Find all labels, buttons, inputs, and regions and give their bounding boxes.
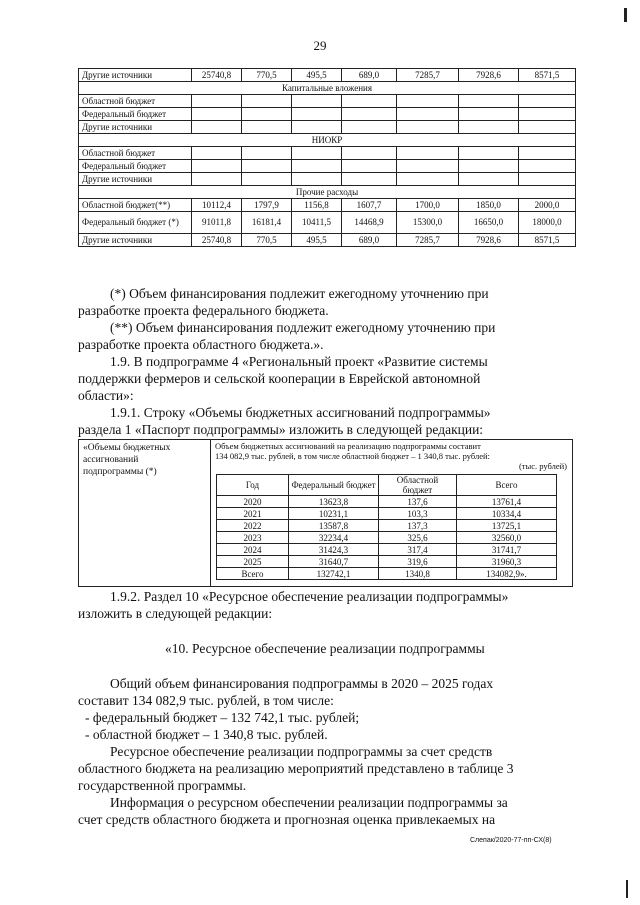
inner-header-cell: Всего <box>457 475 557 496</box>
budget-cell <box>292 95 342 108</box>
budget-cell: 495,5 <box>292 69 342 82</box>
budget-cell <box>459 147 519 160</box>
resource-line2: областного бюджета на реализацию мероприятий представлено в таблице 3 <box>78 761 514 776</box>
inner-row <box>217 568 557 580</box>
budget-cell <box>292 108 342 121</box>
budget-row-label: Другие источники <box>79 69 192 82</box>
budget-cell: 7285,7 <box>397 234 459 247</box>
budget-cell <box>459 95 519 108</box>
budget-cell <box>459 160 519 173</box>
inner-cell: 31424,3 <box>289 544 379 556</box>
budget-cell: 10112,4 <box>192 199 242 212</box>
budget-row <box>79 69 576 82</box>
inner-cell: 31640,7 <box>289 556 379 568</box>
inner-cell: 325,6 <box>379 532 457 544</box>
note-regional-line2: разработке проекта областного бюджета.». <box>78 337 324 352</box>
budget-section-title: Капитальные вложения <box>79 82 576 95</box>
inner-cell: 2025 <box>217 556 289 568</box>
inner-cell: 2024 <box>217 544 289 556</box>
inner-row <box>217 520 557 532</box>
page-number: 29 <box>313 38 327 53</box>
budget-cell <box>519 147 576 160</box>
budget-section-row <box>79 134 576 147</box>
budget-cell: 10411,5 <box>292 212 342 234</box>
budget-cell <box>459 121 519 134</box>
passport-label-line3: подпрограммы (*) <box>83 467 157 477</box>
budget-cell: 2000,0 <box>519 199 576 212</box>
budget-cell <box>459 173 519 186</box>
inner-cell: 319,6 <box>379 556 457 568</box>
inner-row <box>217 556 557 568</box>
budget-row-label: Другие источники <box>79 121 192 134</box>
budget-cell: 18000,0 <box>519 212 576 234</box>
budget-cell <box>397 95 459 108</box>
inner-cell: 137,3 <box>379 520 457 532</box>
budget-cell <box>192 95 242 108</box>
budget-cell <box>192 147 242 160</box>
para-1-9-2-line1: 1.9.2. Раздел 10 «Ресурсное обеспечение реализации подпрограммы» <box>110 589 509 604</box>
budget-cell: 7928,6 <box>459 234 519 247</box>
budget-row-label: Областной бюджет <box>79 95 192 108</box>
passport-label-line2: ассигнований <box>83 455 139 465</box>
budget-cell <box>342 147 397 160</box>
budget-cell: 689,0 <box>342 234 397 247</box>
budget-row-label: Другие источники <box>79 173 192 186</box>
budget-row <box>79 108 576 121</box>
note-federal-line1: (*) Объем финансирования подлежит ежегодному уточнению при <box>110 286 489 301</box>
budget-cell: 14468,9 <box>342 212 397 234</box>
total-line1: Общий объем финансирования подпрограммы в 2020 – 2025 годах <box>110 676 494 691</box>
scan-edge-mark-top <box>624 8 627 22</box>
budget-cell: 689,0 <box>342 69 397 82</box>
inner-cell: 32234,4 <box>289 532 379 544</box>
scan-edge-mark-bottom <box>626 880 628 898</box>
passport-unit: (тыс. рублей) <box>518 461 567 471</box>
passport-desc-line1: Объем бюджетных ассигнований на реализацию подпрограммы составит <box>215 441 481 451</box>
passport-label <box>83 442 170 478</box>
budget-cell <box>342 160 397 173</box>
inner-header-row <box>217 475 557 496</box>
info-line2: счет средств областного бюджета и прогнозная оценка привлекаемых на <box>78 812 496 827</box>
inner-header-cell: Областной бюджет <box>379 475 457 496</box>
budget-cell: 1607,7 <box>342 199 397 212</box>
passport-desc-line2: 134 082,9 тыс. рублей, в том числе областной бюджет – 1 340,8 тыс. рублей: <box>215 451 490 461</box>
budget-cell <box>519 160 576 173</box>
budget-row-label: Областной бюджет <box>79 147 192 160</box>
inner-cell: 2020 <box>217 496 289 508</box>
budget-cell <box>242 173 292 186</box>
para-1-9-1-line2: раздела 1 «Паспорт подпрограммы» изложить в следующей редакции: <box>78 422 484 437</box>
inner-cell: 13725,1 <box>457 520 557 532</box>
budget-cell: 25740,8 <box>192 234 242 247</box>
budget-cell <box>519 121 576 134</box>
budget-cell <box>192 108 242 121</box>
budget-cell <box>292 160 342 173</box>
budget-cell <box>242 95 292 108</box>
budget-cell <box>192 121 242 134</box>
budget-row <box>79 160 576 173</box>
budget-cell: 1797,9 <box>242 199 292 212</box>
budget-cell <box>519 173 576 186</box>
passport-divider <box>210 440 211 586</box>
federal-budget-line: - федеральный бюджет – 132 742,1 тыс. рублей; <box>85 710 360 725</box>
budget-cell <box>342 108 397 121</box>
budget-cell <box>342 121 397 134</box>
para-1-9-2-line2: изложить в следующей редакции: <box>78 606 273 621</box>
inner-cell: 103,3 <box>379 508 457 520</box>
budget-cell: 91011,8 <box>192 212 242 234</box>
budget-cell <box>397 147 459 160</box>
budget-cell <box>397 160 459 173</box>
budget-cell <box>292 147 342 160</box>
budget-row-label: Федеральный бюджет <box>79 160 192 173</box>
budget-cell <box>242 147 292 160</box>
budget-row-label: Федеральный бюджет <box>79 108 192 121</box>
budget-cell <box>242 121 292 134</box>
budget-cell: 1156,8 <box>292 199 342 212</box>
budget-cell <box>342 95 397 108</box>
budget-cell <box>519 108 576 121</box>
inner-row <box>217 496 557 508</box>
budget-cell: 8571,5 <box>519 234 576 247</box>
budget-cell: 7928,6 <box>459 69 519 82</box>
budget-cell <box>519 95 576 108</box>
budget-cell: 25740,8 <box>192 69 242 82</box>
budget-row <box>79 147 576 160</box>
footer-code: Слепак/2020-77-пп-СХ(8) <box>470 837 552 844</box>
para-1-9-line3: области»: <box>78 388 134 403</box>
inner-cell: 132742,1 <box>289 568 379 580</box>
inner-header-cell: Год <box>217 475 289 496</box>
budget-row-label: Областной бюджет(**) <box>79 199 192 212</box>
inner-row <box>217 544 557 556</box>
resource-line1: Ресурсное обеспечение реализации подпрограммы за счет средств <box>110 744 493 759</box>
inner-cell: 13587,8 <box>289 520 379 532</box>
budget-cell: 16181,4 <box>242 212 292 234</box>
inner-cell: 10231,1 <box>289 508 379 520</box>
budget-cell: 770,5 <box>242 69 292 82</box>
note-federal-line2: разработке проекта федерального бюджета. <box>78 303 329 318</box>
budget-row <box>79 212 576 234</box>
passport-table <box>78 439 573 587</box>
budget-cell: 1850,0 <box>459 199 519 212</box>
budget-cell: 770,5 <box>242 234 292 247</box>
budget-section-row <box>79 186 576 199</box>
inner-cell: 2022 <box>217 520 289 532</box>
budget-cell <box>242 108 292 121</box>
budget-cell <box>242 160 292 173</box>
inner-cell: 2021 <box>217 508 289 520</box>
inner-header-cell: Федеральный бюджет <box>289 475 379 496</box>
budget-row-label: Федеральный бюджет (*) <box>79 212 192 234</box>
budget-section-title: НИОКР <box>79 134 576 147</box>
budget-table <box>78 68 576 247</box>
budget-cell <box>397 108 459 121</box>
budget-row <box>79 199 576 212</box>
inner-cell: 31960,3 <box>457 556 557 568</box>
budget-cell: 7285,7 <box>397 69 459 82</box>
inner-cell: 13623,8 <box>289 496 379 508</box>
budget-cell <box>192 173 242 186</box>
budget-cell: 15300,0 <box>397 212 459 234</box>
budget-cell <box>292 173 342 186</box>
budget-cell <box>292 121 342 134</box>
para-1-9-1-line1: 1.9.1. Строку «Объемы бюджетных ассигнований подпрограммы» <box>110 405 491 420</box>
budget-cell <box>342 173 397 186</box>
info-line1: Информация о ресурсном обеспечении реализации подпрограммы за <box>110 795 508 810</box>
passport-label-line1: «Объемы бюджетных <box>83 443 171 453</box>
inner-row <box>217 508 557 520</box>
inner-cell: Всего <box>217 568 289 580</box>
budget-row <box>79 121 576 134</box>
inner-cell: 134082,9». <box>457 568 557 580</box>
budget-cell <box>459 108 519 121</box>
budget-row-label: Другие источники <box>79 234 192 247</box>
budget-cell <box>397 173 459 186</box>
total-line2: составит 134 082,9 тыс. рублей, в том числе: <box>78 693 334 708</box>
inner-row <box>217 532 557 544</box>
budget-cell: 16650,0 <box>459 212 519 234</box>
budget-cell <box>397 121 459 134</box>
inner-cell: 31741,7 <box>457 544 557 556</box>
inner-cell: 32560,0 <box>457 532 557 544</box>
budget-row <box>79 234 576 247</box>
budget-cell: 8571,5 <box>519 69 576 82</box>
inner-cell: 2023 <box>217 532 289 544</box>
budget-row <box>79 173 576 186</box>
para-1-9-line2: поддержки фермеров и сельской кооперации в Еврейской автономной <box>78 371 481 386</box>
budget-cell: 1700,0 <box>397 199 459 212</box>
inner-cell: 1340,8 <box>379 568 457 580</box>
inner-cell: 13761,4 <box>457 496 557 508</box>
passport-inner-table <box>216 474 557 580</box>
inner-cell: 137,6 <box>379 496 457 508</box>
budget-section-row <box>79 82 576 95</box>
note-regional-line1: (**) Объем финансирования подлежит ежегодному уточнению при <box>110 320 496 335</box>
budget-cell <box>192 160 242 173</box>
inner-cell: 317,4 <box>379 544 457 556</box>
budget-cell: 495,5 <box>292 234 342 247</box>
section-10-heading: «10. Ресурсное обеспечение реализации подпрограммы <box>165 641 485 656</box>
regional-budget-line: - областной бюджет – 1 340,8 тыс. рублей. <box>85 727 328 742</box>
para-1-9-line1: 1.9. В подпрограмме 4 «Региональный проект «Развитие системы <box>110 354 488 369</box>
passport-description <box>215 441 567 471</box>
resource-line3: государственной программы. <box>78 778 247 793</box>
budget-section-title: Прочие расходы <box>79 186 576 199</box>
budget-row <box>79 95 576 108</box>
inner-cell: 10334,4 <box>457 508 557 520</box>
